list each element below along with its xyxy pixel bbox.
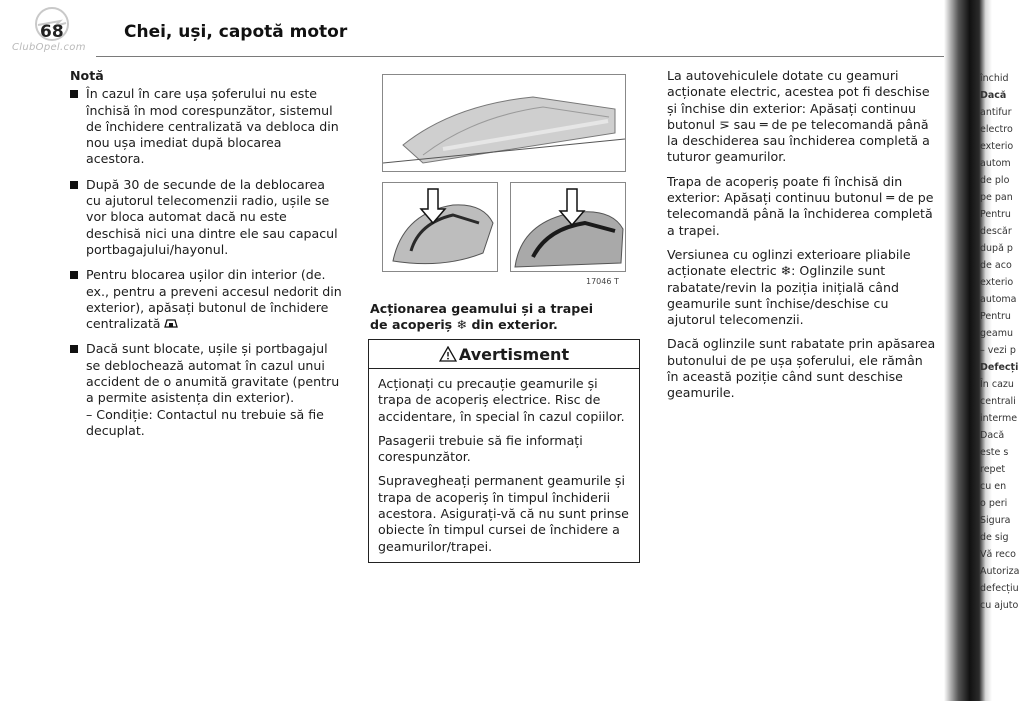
next-page-fragment: repet <box>980 464 1006 475</box>
page-number: 68 <box>40 22 64 42</box>
column-right <box>667 68 937 410</box>
car-window-illustration <box>383 75 625 171</box>
next-page-fragment: Defecți <box>980 362 1019 373</box>
list-item: După 30 de secunde de la deblocarea cu ajutorul telecomenzii radio, ușile se vor bloca automat dacă nu este deschisă nici una dintre ele sau capacul portbagajului/hayonul. <box>70 177 342 258</box>
next-page-fragment: este s <box>980 447 1009 458</box>
next-page-fragment: de aco <box>980 260 1012 271</box>
next-page-fragment: – vezi p <box>980 345 1016 356</box>
next-page-fragment: Vă reco <box>980 549 1016 560</box>
figure-code: 17046 T <box>586 277 619 286</box>
next-page-fragment: închid <box>980 73 1009 84</box>
next-page-fragment: exterio <box>980 141 1014 152</box>
list-item: Pentru blocarea ușilor din interior (de. ex., pentru a preveni accesul nedorit din exterior), apăsați butonul de închidere centralizată <box>70 267 342 332</box>
next-page-fragment: automa <box>980 294 1017 305</box>
watermark: ClubOpel.com <box>12 42 86 53</box>
figure-key-right <box>510 182 626 272</box>
next-page-fragment: Sigura <box>980 515 1011 526</box>
next-page-fragment: Autoriza <box>980 566 1020 577</box>
figure-window-top <box>382 74 626 172</box>
next-page-fragment: de plo <box>980 175 1010 186</box>
header-divider <box>96 56 956 57</box>
paragraph: Dacă oglinzile sunt rabatate prin apăsarea butonului de pe ușa șoferului, ele rămân în această poziție când sunt deschise geamurile. <box>667 336 936 401</box>
next-page-fragment: cu en <box>980 481 1007 492</box>
next-page-fragment: descăr <box>980 226 1012 237</box>
warning-paragraph: Supravegheați permanent geamurile și trapa de acoperiș în timpul închiderii acestora. Asigurați-vă că nu sunt prinse obiecte în timpul cursei de închidere a geamurilor/trapei. <box>378 473 629 554</box>
next-page-fragment: antifur <box>980 107 1012 118</box>
paragraph: Trapa de acoperiș poate fi închisă din exterior: Apăsați continuu butonul ═ de pe telecomandă până la închiderea completă a trapei. <box>667 173 934 238</box>
warning-title: Avertisment <box>458 344 570 364</box>
next-page-fragment: pe pan <box>980 192 1013 203</box>
next-page-fragment: după p <box>980 243 1013 254</box>
figure-caption: Acționarea geamului și a trapei de acoperiș ❄ din exterior. <box>370 301 594 332</box>
warning-box <box>368 339 640 563</box>
next-page-fragment: Pentru <box>980 209 1011 220</box>
next-page-strip <box>944 0 1024 701</box>
list-item: Dacă sunt blocate, ușile și portbagajul se deblochează automat în cazul unui accident de o anumită gravitate (pentru a permite asistența din exterior). – Condiție: Contactul nu trebuie să fie decuplat. <box>70 341 342 439</box>
next-page-fragment: interme <box>980 413 1018 424</box>
next-page-fragment: cu ajuto <box>980 600 1019 611</box>
figure-key-left <box>382 182 498 272</box>
warning-paragraph: Pasagerii trebuie să fie informați corespunzător. <box>378 432 583 465</box>
next-page-fragment: de sig <box>980 532 1009 543</box>
next-page-fragment: electro <box>980 124 1013 135</box>
note-title: Notă <box>70 68 104 83</box>
warning-paragraph: Acționați cu precauție geamurile și trapa de acoperiș electrice. Risc de accidentare, în special în cazul copiilor. <box>378 376 625 424</box>
next-page-fragment: Dacă <box>980 90 1007 101</box>
next-page-fragment: defecțiu <box>980 583 1019 594</box>
next-page-fragment: autom <box>980 158 1011 169</box>
central-lock-icon <box>164 317 178 329</box>
next-page-fragment: centrali <box>980 396 1016 407</box>
next-page-fragment: exterio <box>980 277 1014 288</box>
next-page-fragment: Pentru <box>980 311 1011 322</box>
paragraph: La autovehiculele dotate cu geamuri acționate electric, acestea pot fi deschise și închise din exterior: Apăsați continuu butonul ⋝ sau ═ de pe telecomandă până la deschiderea sau închiderea completă a tuturor geamurilor. <box>667 68 930 165</box>
list-item: În cazul în care ușa șoferului nu este închisă în mod corespunzător, sistemul de închidere centralizată va debloca din nou ușa imediat după blocarea acestora. <box>70 86 342 167</box>
page-title: Chei, uși, capotă motor <box>124 22 348 42</box>
note-list <box>70 86 342 439</box>
column-left <box>70 68 342 448</box>
paragraph: Versiunea cu oglinzi exterioare pliabile acționate electric ❄: Oglinzile sunt rabatate/revin la poziția inițială când geamurile sunt închise/deschise cu ajutorul telecomenzii. <box>667 246 911 328</box>
next-page-text <box>980 70 1019 614</box>
warning-triangle-icon <box>439 346 457 362</box>
warning-header <box>369 340 639 369</box>
next-page-fragment: geamu <box>980 328 1013 339</box>
next-page-fragment: Dacă <box>980 430 1005 441</box>
next-page-fragment: În cazu <box>980 379 1014 390</box>
next-page-fragment: o peri <box>980 498 1008 509</box>
